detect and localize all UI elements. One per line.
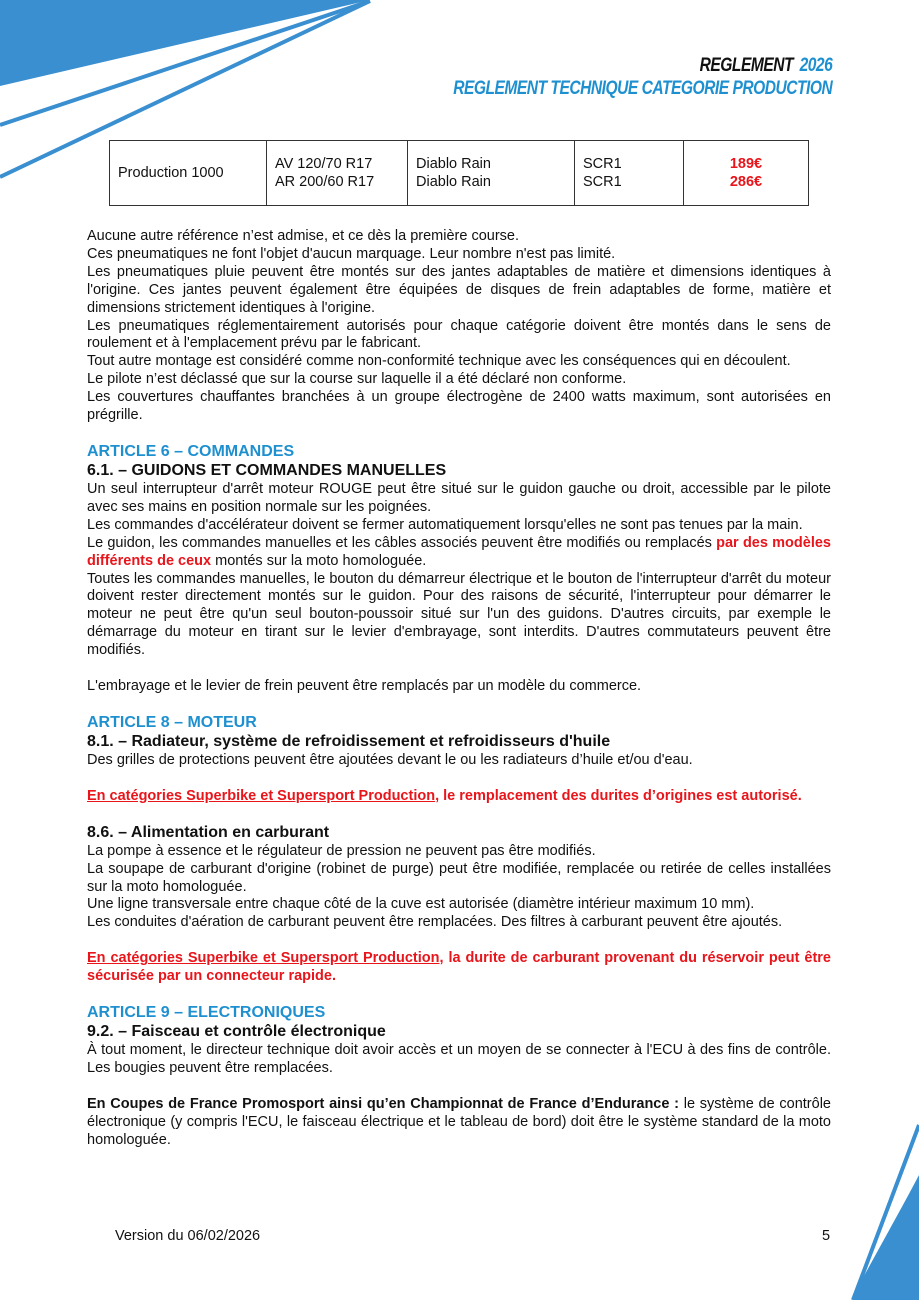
text: Le guidon, les commandes manuelles et les câbles associés peuvent être modifiés ou remplacés <box>87 534 717 551</box>
model-front: Diablo Rain <box>416 156 491 172</box>
text: le système de contrôle électronique (y compris l'ECU, le faisceau électrique et le tableau de bord) doit être le système standard de la moto homologuée. <box>87 1095 831 1148</box>
paragraph: La pompe à essence et le régulateur de pression ne peuvent pas être modifiés. <box>87 842 596 859</box>
paragraph: Tout autre montage est considéré comme non-conformité technique avec les conséquences qui en découlent. <box>87 353 791 370</box>
paragraph: Les pneumatiques réglementairement autorisés pour chaque catégorie doivent être montés dans le sens de roulement et à l'emplacement prévu par le fabricant. <box>87 317 831 352</box>
paragraph: Les conduites d'aération de carburant peuvent être remplacées. Des filtres à carburant peuvent être ajoutés. <box>87 914 783 931</box>
size-front: AV 120/70 R17 <box>275 156 373 172</box>
highlighted-text: par des modèles différents de ceux <box>87 534 831 569</box>
models-cell <box>408 141 575 206</box>
prices-cell <box>684 141 809 206</box>
underlined-text: En catégories Superbike et Supersport Production <box>87 950 440 967</box>
document-header <box>453 55 832 101</box>
article-9-heading: ARTICLE 9 – ELECTRONIQUES <box>87 1004 326 1022</box>
underlined-text: En catégories Superbike et Supersport Production <box>87 787 436 804</box>
paragraph: Les couvertures chauffantes branchées à un groupe électrogène de 2400 watts maximum, sont autorisées en prégrille. <box>87 389 831 424</box>
table-row <box>110 141 809 206</box>
size-rear: AR 200/60 R17 <box>275 174 375 190</box>
text: , le remplacement des durites d’origines est autorisé. <box>435 787 802 804</box>
compound-front: SCR1 <box>583 156 622 172</box>
paragraph: À tout moment, le directeur technique doit avoir accès et un moyen de se connecter à l'ECU à des fins de contrôle. Les bougies peuvent être remplacées. <box>87 1042 831 1076</box>
sizes-cell <box>267 141 408 206</box>
bold-text: En Coupes de France Promosport ainsi qu’en Championnat de France d’Endurance : <box>87 1095 680 1112</box>
model-rear: Diablo Rain <box>416 174 491 190</box>
article-6-heading: ARTICLE 6 – COMMANDES <box>87 442 295 460</box>
paragraph: Un seul interrupteur d'arrêt moteur ROUGE peut être situé sur le guidon gauche ou droit, accessible par le pilote avec ses mains en position normale sur les poignées. <box>87 480 831 515</box>
price-front: 189€ <box>729 156 763 172</box>
paragraph: La soupape de carburant d'origine (robinet de purge) peut être modifiée, remplacée ou retirée de celles installées sur la moto homologuée. <box>87 860 831 895</box>
highlighted-note <box>87 950 831 986</box>
paragraph: Le pilote n’est déclassé que sur la course sur laquelle il a été déclaré non conforme. <box>87 371 627 388</box>
paragraph: Les pneumatiques pluie peuvent être montés sur des jantes adaptables de matière et dimensions identiques à l'origine. Ces jantes peuvent également être équipées de disques de frein adaptables de forme, matière et dimensions strictement identiques à l'origine. <box>87 263 831 316</box>
section-9-2-heading: 9.2. – Faisceau et contrôle électronique <box>87 1023 386 1041</box>
footer-page-number: 5 <box>822 1228 831 1244</box>
paragraph: Ces pneumatiques ne font l'objet d'aucun marquage. Leur nombre n'est pas limité. <box>87 245 616 262</box>
document-body <box>87 228 831 1150</box>
text: , la durite de carburant provenant du réservoir peut être sécurisée par un connecteur rapide. <box>87 950 831 985</box>
compound-rear: SCR1 <box>583 174 622 190</box>
compounds-cell <box>575 141 684 206</box>
footer-version: Version du 06/02/2026 <box>115 1228 261 1244</box>
section-6-1-heading: 6.1. – GUIDONS ET COMMANDES MANUELLES <box>87 461 447 479</box>
section-8-1-heading: 8.1. – Radiateur, système de refroidissement et refroidisseurs d'huile <box>87 732 611 750</box>
price-rear: 286€ <box>729 174 763 190</box>
section-8-6-heading: 8.6. – Alimentation en carburant <box>87 823 330 841</box>
header-title: REGLEMENT <box>699 55 793 76</box>
paragraph <box>87 1096 831 1150</box>
header-subtitle: REGLEMENT TECHNIQUE CATEGORIE PRODUCTION <box>452 78 832 99</box>
text: montés sur la moto homologuée. <box>211 552 427 569</box>
paragraph: Aucune autre référence n’est admise, et ce dès la première course. <box>87 228 520 244</box>
category-cell: Production 1000 <box>110 141 267 206</box>
paragraph: Des grilles de protections peuvent être ajoutées devant le ou les radiateurs d’huile et/ou d'eau. <box>87 751 693 768</box>
paragraph <box>87 535 831 571</box>
paragraph: L'embrayage et le levier de frein peuvent être remplacés par un modèle du commerce. <box>87 678 642 695</box>
paragraph: Une ligne transversale entre chaque côté de la cuve est autorisée (diamètre intérieur maximum 10 mm). <box>87 896 755 913</box>
bottom-right-stripes-decoration <box>845 1120 919 1300</box>
tyre-table <box>109 140 809 206</box>
highlighted-note <box>87 788 831 806</box>
article-8-heading: ARTICLE 8 – MOTEUR <box>87 713 257 731</box>
paragraph: Les commandes d'accélérateur doivent se fermer automatiquement lorsqu'elles ne sont pas tenues par la main. <box>87 516 803 533</box>
header-year: 2026 <box>799 55 832 76</box>
paragraph: Toutes les commandes manuelles, le bouton du démarreur électrique et le bouton de l'interrupteur d'arrêt du moteur doivent rester directement montés sur le guidon. Pour des raisons de sécurité, l'interrupteur pour démarrer le moteur ne peut être qu'un seul bouton-poussoir situé sur l'un des guidons. D'autres circuits, par exemple le démarrage du moteur en tirant sur le levier d'embrayage, sont interdits. D'autres commutateurs peuvent être modifiés. <box>87 570 831 659</box>
